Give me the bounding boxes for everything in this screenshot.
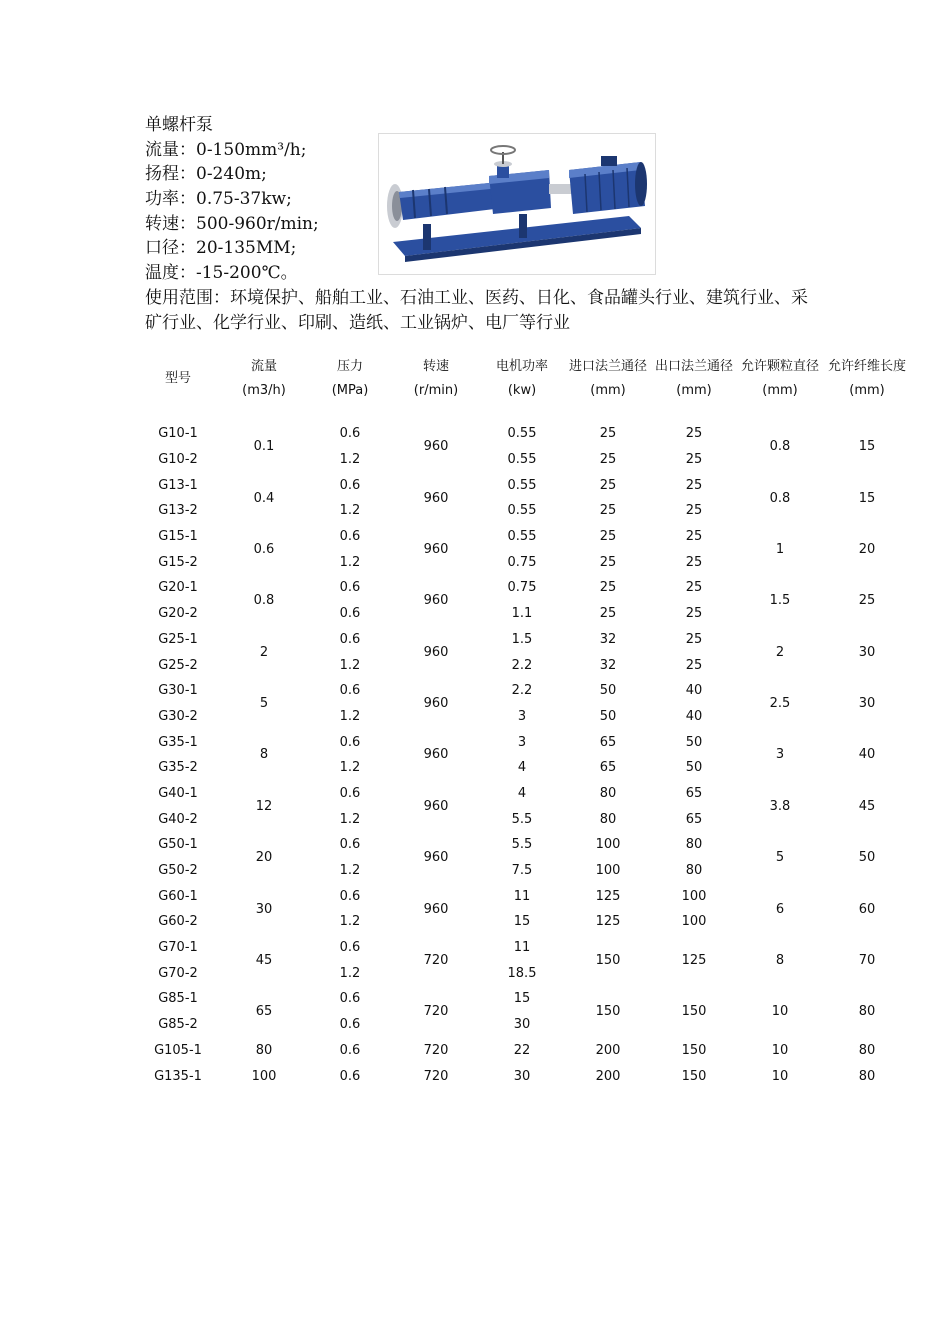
speed-spec: 转速：500-960r/min; [145,213,319,234]
cell-particle-diameter: 2 [775,644,785,660]
cell-flow: 5 [259,696,269,712]
cell-pressure: 0.6 [339,940,361,956]
cell-fiber-length: 80 [858,1004,876,1020]
cell-outlet-diameter: 25 [685,529,703,545]
cell-flow: 0.1 [253,439,275,455]
cell-pressure: 0.6 [339,529,361,545]
cell-particle-diameter: 6 [775,901,785,917]
cell-particle-diameter: 10 [771,1068,789,1084]
cell-outlet-diameter: 80 [685,837,703,853]
cell-pressure: 1.2 [339,811,361,827]
cell-outlet-diameter: 65 [685,811,703,827]
cell-motor-power: 4 [517,785,527,801]
table-row [135,832,911,858]
cell-model: G35-1 [158,734,198,750]
cell-speed: 960 [423,541,449,557]
cell-model: G70-1 [158,940,198,956]
cell-particle-diameter: 0.8 [769,439,791,455]
cell-inlet-diameter: 150 [595,1004,621,1020]
cell-model: G30-2 [158,708,198,724]
table-row [135,986,911,1012]
cell-speed: 960 [423,593,449,609]
table-row [135,1038,911,1064]
cell-motor-power: 7.5 [511,863,533,879]
cell-model: G85-2 [158,1017,198,1033]
cell-pressure: 0.6 [339,426,361,442]
cell-pressure: 0.6 [339,837,361,853]
cell-outlet-diameter: 25 [685,426,703,442]
cell-motor-power: 0.55 [507,477,537,493]
cell-flow: 20 [255,850,273,866]
cell-particle-diameter: 1 [775,541,785,557]
cell-motor-power: 0.55 [507,503,537,519]
cell-motor-power: 5.5 [511,811,533,827]
cell-outlet-diameter: 150 [681,1042,707,1058]
table-row [135,524,911,550]
cell-pressure: 1.2 [339,657,361,673]
cell-inlet-diameter: 25 [599,554,617,570]
cell-inlet-diameter: 150 [595,952,621,968]
cell-particle-diameter: 0.8 [769,490,791,506]
cell-outlet-diameter: 50 [685,760,703,776]
cell-outlet-diameter: 80 [685,863,703,879]
cell-inlet-diameter: 50 [599,683,617,699]
cell-flow: 8 [259,747,269,763]
cell-model: G60-1 [158,888,198,904]
cell-outlet-diameter: 25 [685,554,703,570]
cell-pressure: 0.6 [339,1068,361,1084]
cell-inlet-diameter: 100 [595,863,621,879]
cell-flow: 12 [255,798,273,814]
cell-model: G15-1 [158,529,198,545]
cell-fiber-length: 40 [858,747,876,763]
cell-inlet-diameter: 65 [599,760,617,776]
cell-outlet-diameter: 150 [681,1068,707,1084]
cell-particle-diameter: 2.5 [769,696,791,712]
cell-outlet-diameter: 25 [685,580,703,596]
cell-pressure: 0.6 [339,1042,361,1058]
cell-model: G25-1 [158,631,198,647]
head-spec: 扬程：0-240m; [145,164,267,185]
cell-model: G30-1 [158,683,198,699]
cell-pressure: 0.6 [339,888,361,904]
cell-flow: 100 [251,1068,277,1084]
cell-model: G135-1 [154,1068,202,1084]
cell-model: G15-2 [158,554,198,570]
cell-model: G40-2 [158,811,198,827]
cell-motor-power: 1.5 [511,631,533,647]
cell-inlet-diameter: 80 [599,785,617,801]
spec-table [135,343,911,1089]
cell-pressure: 0.6 [339,580,361,596]
table-row [135,575,911,601]
cell-model: G105-1 [154,1042,202,1058]
cell-inlet-diameter: 125 [595,888,621,904]
cell-motor-power: 0.55 [507,426,537,442]
cell-speed: 720 [423,1042,449,1058]
cell-flow: 0.8 [253,593,275,609]
cell-motor-power: 30 [513,1017,531,1033]
temperature-spec: 温度：-15-200℃。 [145,263,298,284]
cell-speed: 960 [423,850,449,866]
cell-outlet-diameter: 100 [681,914,707,930]
header-motor-power: 电机功率 (kw) [495,359,548,398]
cell-inlet-diameter: 200 [595,1068,621,1084]
cell-inlet-diameter: 32 [599,657,617,673]
cell-pressure: 1.2 [339,503,361,519]
cell-speed: 720 [423,952,449,968]
cell-fiber-length: 50 [858,850,876,866]
cell-motor-power: 15 [513,914,531,930]
header-particle-diameter: 允许颗粒直径 (mm) [740,359,819,398]
usage-range: 使用范围：环境保护、船舶工业、石油工业、医药、日化、食品罐头行业、建筑行业、采矿行业、化学行业、印刷、造纸、工业锅炉、电厂等行业 [145,287,808,333]
cell-outlet-diameter: 25 [685,657,703,673]
header-pressure: 压力 (MPa) [331,359,369,398]
cell-fiber-length: 15 [858,490,876,506]
cell-model: G70-2 [158,965,198,981]
cell-outlet-diameter: 125 [681,952,707,968]
cell-pressure: 1.2 [339,914,361,930]
table-header-row [135,343,911,415]
cell-motor-power: 22 [513,1042,531,1058]
cell-fiber-length: 45 [858,798,876,814]
cell-outlet-diameter: 100 [681,888,707,904]
cell-model: G10-2 [158,452,198,468]
cell-fiber-length: 70 [858,952,876,968]
cell-fiber-length: 20 [858,541,876,557]
cell-motor-power: 0.55 [507,452,537,468]
cell-particle-diameter: 3 [775,747,785,763]
cell-pressure: 0.6 [339,1017,361,1033]
caliber-spec: 口径：20-135MM; [145,238,297,259]
cell-motor-power: 1.1 [511,606,533,622]
cell-inlet-diameter: 25 [599,606,617,622]
pump-image [378,133,656,275]
cell-motor-power: 5.5 [511,837,533,853]
cell-outlet-diameter: 150 [681,1004,707,1020]
table-row [135,935,911,961]
cell-inlet-diameter: 125 [595,914,621,930]
cell-flow: 30 [255,901,273,917]
cell-speed: 960 [423,644,449,660]
cell-particle-diameter: 8 [775,952,785,968]
cell-pressure: 0.6 [339,991,361,1007]
header-flow: 流量 (m3/h) [242,359,286,398]
cell-motor-power: 3 [517,734,527,750]
cell-model: G13-1 [158,477,198,493]
cell-pressure: 1.2 [339,554,361,570]
cell-outlet-diameter: 65 [685,785,703,801]
cell-fiber-length: 30 [858,696,876,712]
cell-particle-diameter: 3.8 [769,798,791,814]
product-title: 单螺杆泵 [145,115,213,135]
cell-fiber-length: 15 [858,439,876,455]
cell-flow: 65 [255,1004,273,1020]
cell-inlet-diameter: 25 [599,477,617,493]
cell-inlet-diameter: 25 [599,580,617,596]
cell-motor-power: 18.5 [507,965,537,981]
cell-inlet-diameter: 100 [595,837,621,853]
cell-pressure: 0.6 [339,734,361,750]
cell-outlet-diameter: 25 [685,452,703,468]
table-row [135,627,911,653]
cell-speed: 960 [423,747,449,763]
cell-model: G35-2 [158,760,198,776]
cell-motor-power: 11 [513,888,531,904]
table-row [135,1063,911,1089]
cell-particle-diameter: 10 [771,1042,789,1058]
header-fiber-length: 允许纤维长度 (mm) [827,359,906,398]
cell-pressure: 0.6 [339,606,361,622]
cell-motor-power: 4 [517,760,527,776]
table-row [135,729,911,755]
cell-motor-power: 11 [513,940,531,956]
cell-model: G25-2 [158,657,198,673]
cell-speed: 960 [423,439,449,455]
cell-inlet-diameter: 50 [599,708,617,724]
cell-flow: 0.6 [253,541,275,557]
cell-flow: 0.4 [253,490,275,506]
spec-table-body [135,421,911,1089]
cell-fiber-length: 30 [858,644,876,660]
cell-motor-power: 3 [517,708,527,724]
cell-fiber-length: 80 [858,1042,876,1058]
cell-inlet-diameter: 25 [599,426,617,442]
cell-flow: 80 [255,1042,273,1058]
header-model: 型号 [164,371,191,386]
header-outlet-diameter: 出口法兰通径 (mm) [654,359,733,398]
cell-particle-diameter: 5 [775,850,785,866]
cell-flow: 45 [255,952,273,968]
power-spec: 功率：0.75-37kw; [145,189,292,210]
cell-inlet-diameter: 80 [599,811,617,827]
table-row [135,421,911,447]
header-speed: 转速 (r/min) [413,359,459,398]
table-row [135,883,911,909]
cell-pressure: 1.2 [339,965,361,981]
cell-inlet-diameter: 65 [599,734,617,750]
cell-outlet-diameter: 25 [685,503,703,519]
cell-outlet-diameter: 25 [685,631,703,647]
cell-motor-power: 30 [513,1068,531,1084]
header-inlet-diameter: 进口法兰通径 (mm) [568,359,647,398]
cell-speed: 960 [423,798,449,814]
cell-motor-power: 0.55 [507,529,537,545]
cell-speed: 960 [423,490,449,506]
table-row [135,472,911,498]
cell-model: G60-2 [158,914,198,930]
cell-outlet-diameter: 40 [685,708,703,724]
cell-model: G40-1 [158,785,198,801]
cell-inlet-diameter: 25 [599,529,617,545]
cell-model: G20-1 [158,580,198,596]
cell-fiber-length: 60 [858,901,876,917]
cell-flow: 2 [259,644,269,660]
cell-model: G20-2 [158,606,198,622]
cell-pressure: 1.2 [339,863,361,879]
cell-outlet-diameter: 25 [685,606,703,622]
cell-model: G85-1 [158,991,198,1007]
table-row [135,781,911,807]
cell-model: G50-1 [158,837,198,853]
cell-pressure: 0.6 [339,477,361,493]
cell-pressure: 0.6 [339,631,361,647]
cell-model: G10-1 [158,426,198,442]
cell-pressure: 1.2 [339,708,361,724]
cell-inlet-diameter: 25 [599,452,617,468]
cell-motor-power: 0.75 [507,554,537,570]
cell-inlet-diameter: 25 [599,503,617,519]
table-row [135,678,911,704]
cell-inlet-diameter: 32 [599,631,617,647]
cell-particle-diameter: 10 [771,1004,789,1020]
cell-speed: 720 [423,1004,449,1020]
cell-model: G13-2 [158,503,198,519]
cell-speed: 960 [423,696,449,712]
cell-speed: 720 [423,1068,449,1084]
cell-motor-power: 15 [513,991,531,1007]
cell-particle-diameter: 1.5 [769,593,791,609]
flow-spec: 流量：0-150mm³/h; [145,139,307,160]
cell-inlet-diameter: 200 [595,1042,621,1058]
pump-illustration [379,134,655,274]
cell-fiber-length: 25 [858,593,876,609]
cell-motor-power: 2.2 [511,657,533,673]
cell-speed: 960 [423,901,449,917]
cell-outlet-diameter: 50 [685,734,703,750]
cell-outlet-diameter: 25 [685,477,703,493]
cell-motor-power: 2.2 [511,683,533,699]
cell-pressure: 0.6 [339,785,361,801]
cell-model: G50-2 [158,863,198,879]
cell-fiber-length: 80 [858,1068,876,1084]
cell-pressure: 1.2 [339,452,361,468]
cell-pressure: 0.6 [339,683,361,699]
cell-pressure: 1.2 [339,760,361,776]
cell-outlet-diameter: 40 [685,683,703,699]
cell-motor-power: 0.75 [507,580,537,596]
